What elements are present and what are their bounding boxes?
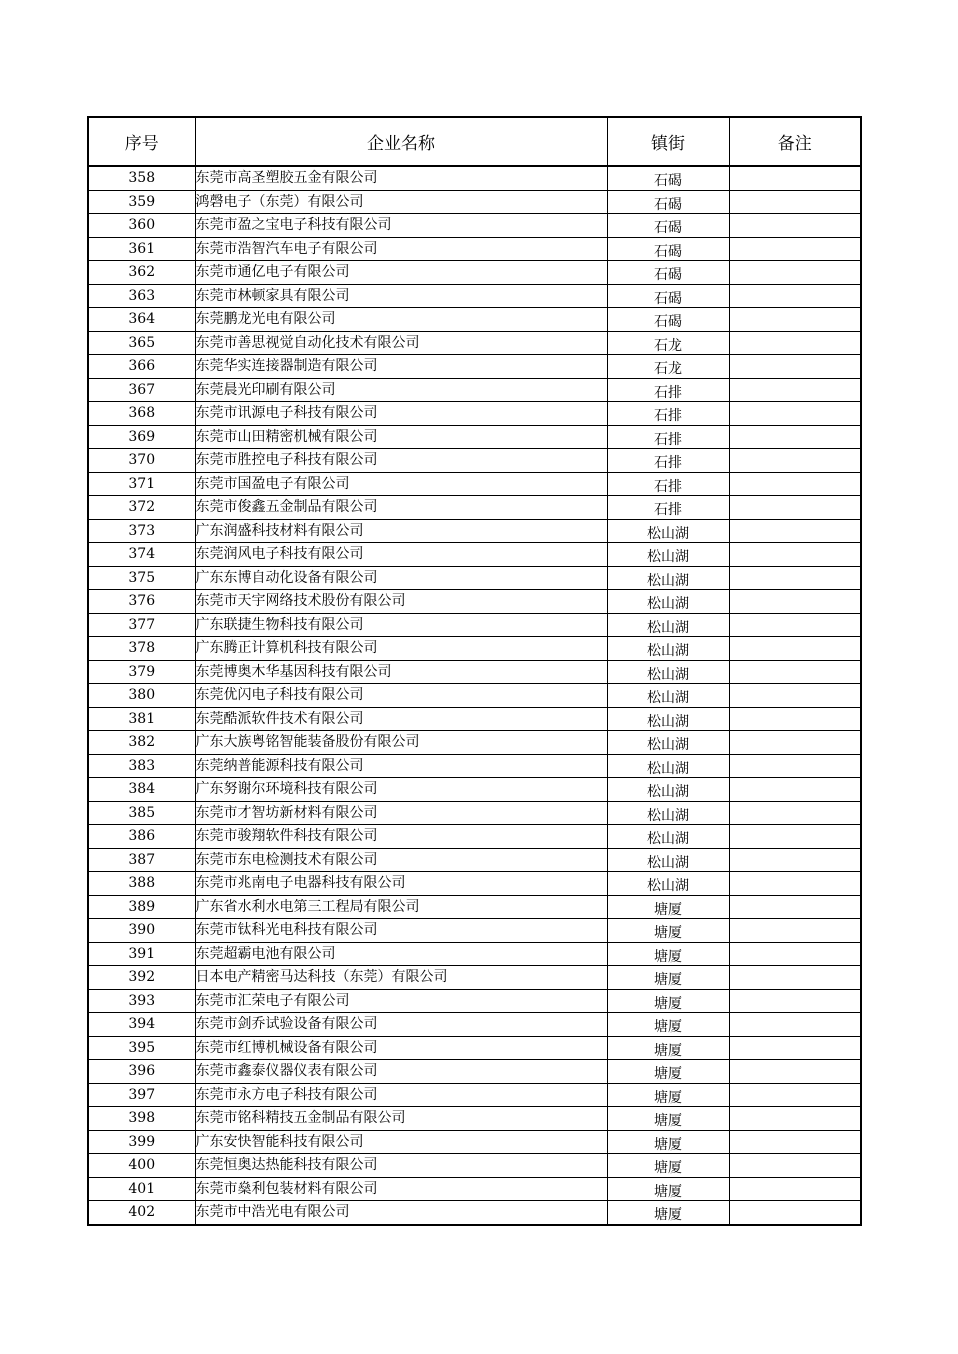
town-cell: [607, 1107, 729, 1131]
company-name-cell: 东莞市鑫泰仪器仪表有限公司: [195, 1060, 607, 1084]
row-index-cell: 371: [88, 472, 195, 496]
company-name-cell: 东莞市天宇网络技术股份有限公司: [195, 590, 607, 614]
town-label: 塘厦: [654, 1136, 682, 1153]
town-label: 松山湖: [647, 619, 689, 636]
town-label: 松山湖: [647, 831, 689, 848]
remark-cell: [729, 214, 861, 238]
remark-cell: [729, 496, 861, 520]
remark-cell: [729, 425, 861, 449]
row-index-cell: 362: [88, 261, 195, 285]
town-cell: [607, 660, 729, 684]
town-cell: [607, 308, 729, 332]
town-cell: [607, 331, 729, 355]
town-label: 石碣: [654, 314, 682, 331]
table-row: [88, 378, 861, 402]
town-cell: [607, 472, 729, 496]
town-cell: [607, 754, 729, 778]
remark-cell: [729, 449, 861, 473]
town-cell: [607, 214, 729, 238]
town-label: 石碣: [654, 173, 682, 190]
remark-cell: [729, 1130, 861, 1154]
row-index-cell: 387: [88, 848, 195, 872]
table-row: [88, 684, 861, 708]
town-label: 石龙: [654, 337, 682, 354]
remark-cell: [729, 237, 861, 261]
town-label: 石龙: [654, 361, 682, 378]
town-cell: [607, 1036, 729, 1060]
town-cell: [607, 942, 729, 966]
town-label: 松山湖: [647, 737, 689, 754]
table-row: [88, 1107, 861, 1131]
row-index-cell: 398: [88, 1107, 195, 1131]
town-label: 塘厦: [654, 1066, 682, 1083]
row-index-cell: 363: [88, 284, 195, 308]
company-name-cell: 东莞超霸电池有限公司: [195, 942, 607, 966]
row-index-cell: 395: [88, 1036, 195, 1060]
town-cell: [607, 496, 729, 520]
row-index-cell: 366: [88, 355, 195, 379]
company-name-cell: 广东联捷生物科技有限公司: [195, 613, 607, 637]
table-row: [88, 190, 861, 214]
table-row: [88, 449, 861, 473]
remark-cell: [729, 895, 861, 919]
header-remark: 备注: [729, 117, 861, 166]
table-row: [88, 660, 861, 684]
company-name-cell: 东莞市通亿电子有限公司: [195, 261, 607, 285]
town-cell: [607, 425, 729, 449]
town-label: 松山湖: [647, 596, 689, 613]
remark-cell: [729, 355, 861, 379]
company-name-cell: 东莞市胜控电子科技有限公司: [195, 449, 607, 473]
company-name-cell: 广东安快智能科技有限公司: [195, 1130, 607, 1154]
table-row: [88, 590, 861, 614]
town-cell: [607, 590, 729, 614]
company-name-cell: 东莞市剑乔试验设备有限公司: [195, 1013, 607, 1037]
remark-cell: [729, 166, 861, 190]
company-name-cell: 广东大族粤铭智能装备股份有限公司: [195, 731, 607, 755]
town-cell: [607, 684, 729, 708]
table-row: [88, 543, 861, 567]
company-name-cell: 东莞市钛科光电科技有限公司: [195, 919, 607, 943]
table-row: [88, 895, 861, 919]
town-label: 塘厦: [654, 972, 682, 989]
row-index-cell: 397: [88, 1083, 195, 1107]
remark-cell: [729, 1036, 861, 1060]
company-name-cell: 东莞市汇荣电子有限公司: [195, 989, 607, 1013]
company-name-cell: 东莞市讯源电子科技有限公司: [195, 402, 607, 426]
town-label: 塘厦: [654, 1207, 682, 1224]
town-cell: [607, 1083, 729, 1107]
town-label: 塘厦: [654, 1019, 682, 1036]
table-row: [88, 801, 861, 825]
header-index: 序号: [88, 117, 195, 166]
town-label: 塘厦: [654, 901, 682, 918]
town-cell: [607, 919, 729, 943]
row-index-cell: 390: [88, 919, 195, 943]
row-index-cell: 379: [88, 660, 195, 684]
table-row: [88, 1201, 861, 1225]
row-index-cell: 373: [88, 519, 195, 543]
town-cell: [607, 1201, 729, 1225]
table-row: [88, 1130, 861, 1154]
company-name-cell: 广东努谢尔环境科技有限公司: [195, 778, 607, 802]
remark-cell: [729, 472, 861, 496]
remark-cell: [729, 1083, 861, 1107]
town-label: 石碣: [654, 220, 682, 237]
remark-cell: [729, 1154, 861, 1178]
town-label: 松山湖: [647, 784, 689, 801]
town-label: 松山湖: [647, 572, 689, 589]
table-row: [88, 1036, 861, 1060]
town-cell: [607, 731, 729, 755]
remark-cell: [729, 1013, 861, 1037]
row-index-cell: 388: [88, 872, 195, 896]
company-name-cell: 东莞市中浩光电有限公司: [195, 1201, 607, 1225]
table-row: [88, 1083, 861, 1107]
row-index-cell: 385: [88, 801, 195, 825]
row-index-cell: 368: [88, 402, 195, 426]
row-index-cell: 378: [88, 637, 195, 661]
town-label: 塘厦: [654, 1160, 682, 1177]
row-index-cell: 383: [88, 754, 195, 778]
row-index-cell: 396: [88, 1060, 195, 1084]
company-name-cell: 鸿磬电子（东莞）有限公司: [195, 190, 607, 214]
town-cell: [607, 966, 729, 990]
company-name-cell: 东莞酷派软件技术有限公司: [195, 707, 607, 731]
remark-cell: [729, 825, 861, 849]
town-cell: [607, 284, 729, 308]
row-index-cell: 400: [88, 1154, 195, 1178]
remark-cell: [729, 754, 861, 778]
town-label: 塘厦: [654, 995, 682, 1012]
remark-cell: [729, 731, 861, 755]
town-cell: [607, 989, 729, 1013]
remark-cell: [729, 919, 861, 943]
remark-cell: [729, 566, 861, 590]
table-row: [88, 825, 861, 849]
row-index-cell: 384: [88, 778, 195, 802]
table-row: [88, 237, 861, 261]
town-cell: [607, 1154, 729, 1178]
row-index-cell: 389: [88, 895, 195, 919]
row-index-cell: 372: [88, 496, 195, 520]
company-name-cell: 东莞市永方电子科技有限公司: [195, 1083, 607, 1107]
town-cell: [607, 566, 729, 590]
town-cell: [607, 1060, 729, 1084]
remark-cell: [729, 1060, 861, 1084]
row-index-cell: 361: [88, 237, 195, 261]
town-cell: [607, 190, 729, 214]
table-row: [88, 331, 861, 355]
town-label: 石排: [654, 431, 682, 448]
town-label: 松山湖: [647, 878, 689, 895]
town-cell: [607, 848, 729, 872]
town-cell: [607, 895, 729, 919]
remark-cell: [729, 778, 861, 802]
town-label: 石排: [654, 455, 682, 472]
town-label: 塘厦: [654, 1042, 682, 1059]
town-cell: [607, 1177, 729, 1201]
row-index-cell: 374: [88, 543, 195, 567]
table-row: [88, 919, 861, 943]
table-row: [88, 214, 861, 238]
company-name-cell: 东莞润风电子科技有限公司: [195, 543, 607, 567]
town-cell: [607, 449, 729, 473]
row-index-cell: 377: [88, 613, 195, 637]
table-row: [88, 496, 861, 520]
remark-cell: [729, 872, 861, 896]
town-label: 松山湖: [647, 690, 689, 707]
town-cell: [607, 613, 729, 637]
town-label: 松山湖: [647, 854, 689, 871]
table-row: [88, 613, 861, 637]
company-name-cell: 东莞华实连接器制造有限公司: [195, 355, 607, 379]
remark-cell: [729, 261, 861, 285]
table-row: [88, 566, 861, 590]
town-label: 松山湖: [647, 807, 689, 824]
remark-cell: [729, 848, 861, 872]
town-label: 石碣: [654, 196, 682, 213]
remark-cell: [729, 543, 861, 567]
company-name-cell: 东莞市东电检测技术有限公司: [195, 848, 607, 872]
row-index-cell: 375: [88, 566, 195, 590]
table-row: [88, 754, 861, 778]
town-cell: [607, 519, 729, 543]
town-cell: [607, 1013, 729, 1037]
remark-cell: [729, 942, 861, 966]
table-row: [88, 402, 861, 426]
row-index-cell: 393: [88, 989, 195, 1013]
remark-cell: [729, 402, 861, 426]
remark-cell: [729, 1107, 861, 1131]
remark-cell: [729, 660, 861, 684]
town-cell: [607, 402, 729, 426]
town-cell: [607, 543, 729, 567]
remark-cell: [729, 190, 861, 214]
header-town: 镇街: [607, 117, 729, 166]
town-cell: [607, 261, 729, 285]
table-row: [88, 425, 861, 449]
town-cell: [607, 237, 729, 261]
table-row: [88, 1013, 861, 1037]
town-cell: [607, 1130, 729, 1154]
row-index-cell: 376: [88, 590, 195, 614]
company-name-cell: 日本电产精密马达科技（东莞）有限公司: [195, 966, 607, 990]
remark-cell: [729, 284, 861, 308]
town-label: 石碣: [654, 243, 682, 260]
town-label: 松山湖: [647, 643, 689, 660]
company-name-cell: 广东润盛科技材料有限公司: [195, 519, 607, 543]
remark-cell: [729, 378, 861, 402]
remark-cell: [729, 801, 861, 825]
company-name-cell: 东莞市兆南电子电器科技有限公司: [195, 872, 607, 896]
company-name-cell: 东莞市铭科精技五金制品有限公司: [195, 1107, 607, 1131]
table-row: [88, 1154, 861, 1178]
remark-cell: [729, 331, 861, 355]
remark-cell: [729, 966, 861, 990]
remark-cell: [729, 590, 861, 614]
company-name-cell: 东莞市国盈电子有限公司: [195, 472, 607, 496]
company-name-cell: 东莞市善思视觉自动化技术有限公司: [195, 331, 607, 355]
company-name-cell: 东莞市才智坊新材料有限公司: [195, 801, 607, 825]
company-name-cell: 东莞市林顿家具有限公司: [195, 284, 607, 308]
table-row: [88, 308, 861, 332]
row-index-cell: 399: [88, 1130, 195, 1154]
row-index-cell: 401: [88, 1177, 195, 1201]
row-index-cell: 369: [88, 425, 195, 449]
table-row: [88, 778, 861, 802]
table-row: [88, 1060, 861, 1084]
row-index-cell: 365: [88, 331, 195, 355]
row-index-cell: 380: [88, 684, 195, 708]
remark-cell: [729, 684, 861, 708]
town-label: 松山湖: [647, 713, 689, 730]
row-index-cell: 367: [88, 378, 195, 402]
table-row: [88, 261, 861, 285]
enterprise-table: [87, 116, 862, 1226]
table-row: [88, 707, 861, 731]
table-row: [88, 942, 861, 966]
town-label: 塘厦: [654, 925, 682, 942]
table-row: [88, 848, 861, 872]
town-label: 塘厦: [654, 1183, 682, 1200]
company-name-cell: 东莞市燊利包装材料有限公司: [195, 1177, 607, 1201]
town-cell: [607, 707, 729, 731]
company-name-cell: 东莞市浩智汽车电子有限公司: [195, 237, 607, 261]
town-label: 塘厦: [654, 1113, 682, 1130]
table-row: [88, 355, 861, 379]
row-index-cell: 392: [88, 966, 195, 990]
company-name-cell: 东莞市俊鑫五金制品有限公司: [195, 496, 607, 520]
town-cell: [607, 637, 729, 661]
remark-cell: [729, 613, 861, 637]
table-row: [88, 1177, 861, 1201]
company-name-cell: 广东腾正计算机科技有限公司: [195, 637, 607, 661]
town-cell: [607, 825, 729, 849]
town-label: 石排: [654, 478, 682, 495]
table-row: [88, 989, 861, 1013]
company-name-cell: 东莞市盈之宝电子科技有限公司: [195, 214, 607, 238]
row-index-cell: 360: [88, 214, 195, 238]
table-row: [88, 472, 861, 496]
company-name-cell: 东莞恒奥达热能科技有限公司: [195, 1154, 607, 1178]
town-label: 松山湖: [647, 760, 689, 777]
row-index-cell: 391: [88, 942, 195, 966]
company-name-cell: 东莞市山田精密机械有限公司: [195, 425, 607, 449]
table-row: [88, 166, 861, 190]
town-label: 石碣: [654, 290, 682, 307]
row-index-cell: 394: [88, 1013, 195, 1037]
company-name-cell: 广东东博自动化设备有限公司: [195, 566, 607, 590]
table-row: [88, 966, 861, 990]
row-index-cell: 402: [88, 1201, 195, 1225]
remark-cell: [729, 989, 861, 1013]
row-index-cell: 382: [88, 731, 195, 755]
row-index-cell: 364: [88, 308, 195, 332]
table-row: [88, 519, 861, 543]
table-body: [88, 166, 861, 1225]
company-name-cell: 东莞晨光印刷有限公司: [195, 378, 607, 402]
town-label: 塘厦: [654, 1089, 682, 1106]
table-row: [88, 731, 861, 755]
remark-cell: [729, 1177, 861, 1201]
company-name-cell: 东莞市红博机械设备有限公司: [195, 1036, 607, 1060]
row-index-cell: 358: [88, 166, 195, 190]
remark-cell: [729, 1201, 861, 1225]
town-cell: [607, 355, 729, 379]
remark-cell: [729, 637, 861, 661]
header-company-name: 企业名称: [195, 117, 607, 166]
town-label: 松山湖: [647, 525, 689, 542]
row-index-cell: 386: [88, 825, 195, 849]
remark-cell: [729, 519, 861, 543]
town-label: 塘厦: [654, 948, 682, 965]
company-name-cell: 东莞鹏龙光电有限公司: [195, 308, 607, 332]
town-label: 石排: [654, 502, 682, 519]
row-index-cell: 381: [88, 707, 195, 731]
town-cell: [607, 801, 729, 825]
company-name-cell: 东莞市骏翔软件科技有限公司: [195, 825, 607, 849]
company-name-cell: 东莞市高圣塑胶五金有限公司: [195, 166, 607, 190]
table-row: [88, 637, 861, 661]
row-index-cell: 359: [88, 190, 195, 214]
company-name-cell: 东莞优闪电子科技有限公司: [195, 684, 607, 708]
row-index-cell: 370: [88, 449, 195, 473]
town-label: 石碣: [654, 267, 682, 284]
table-row: [88, 872, 861, 896]
table-row: [88, 284, 861, 308]
company-name-cell: 广东省水利水电第三工程局有限公司: [195, 895, 607, 919]
remark-cell: [729, 308, 861, 332]
town-label: 石排: [654, 408, 682, 425]
town-label: 松山湖: [647, 666, 689, 683]
company-name-cell: 东莞博奥木华基因科技有限公司: [195, 660, 607, 684]
town-cell: [607, 378, 729, 402]
town-cell: [607, 872, 729, 896]
town-cell: [607, 166, 729, 190]
company-name-cell: 东莞纳普能源科技有限公司: [195, 754, 607, 778]
remark-cell: [729, 707, 861, 731]
town-cell: [607, 778, 729, 802]
town-label: 松山湖: [647, 549, 689, 566]
town-label: 石排: [654, 384, 682, 401]
table-header-row: [88, 117, 861, 166]
